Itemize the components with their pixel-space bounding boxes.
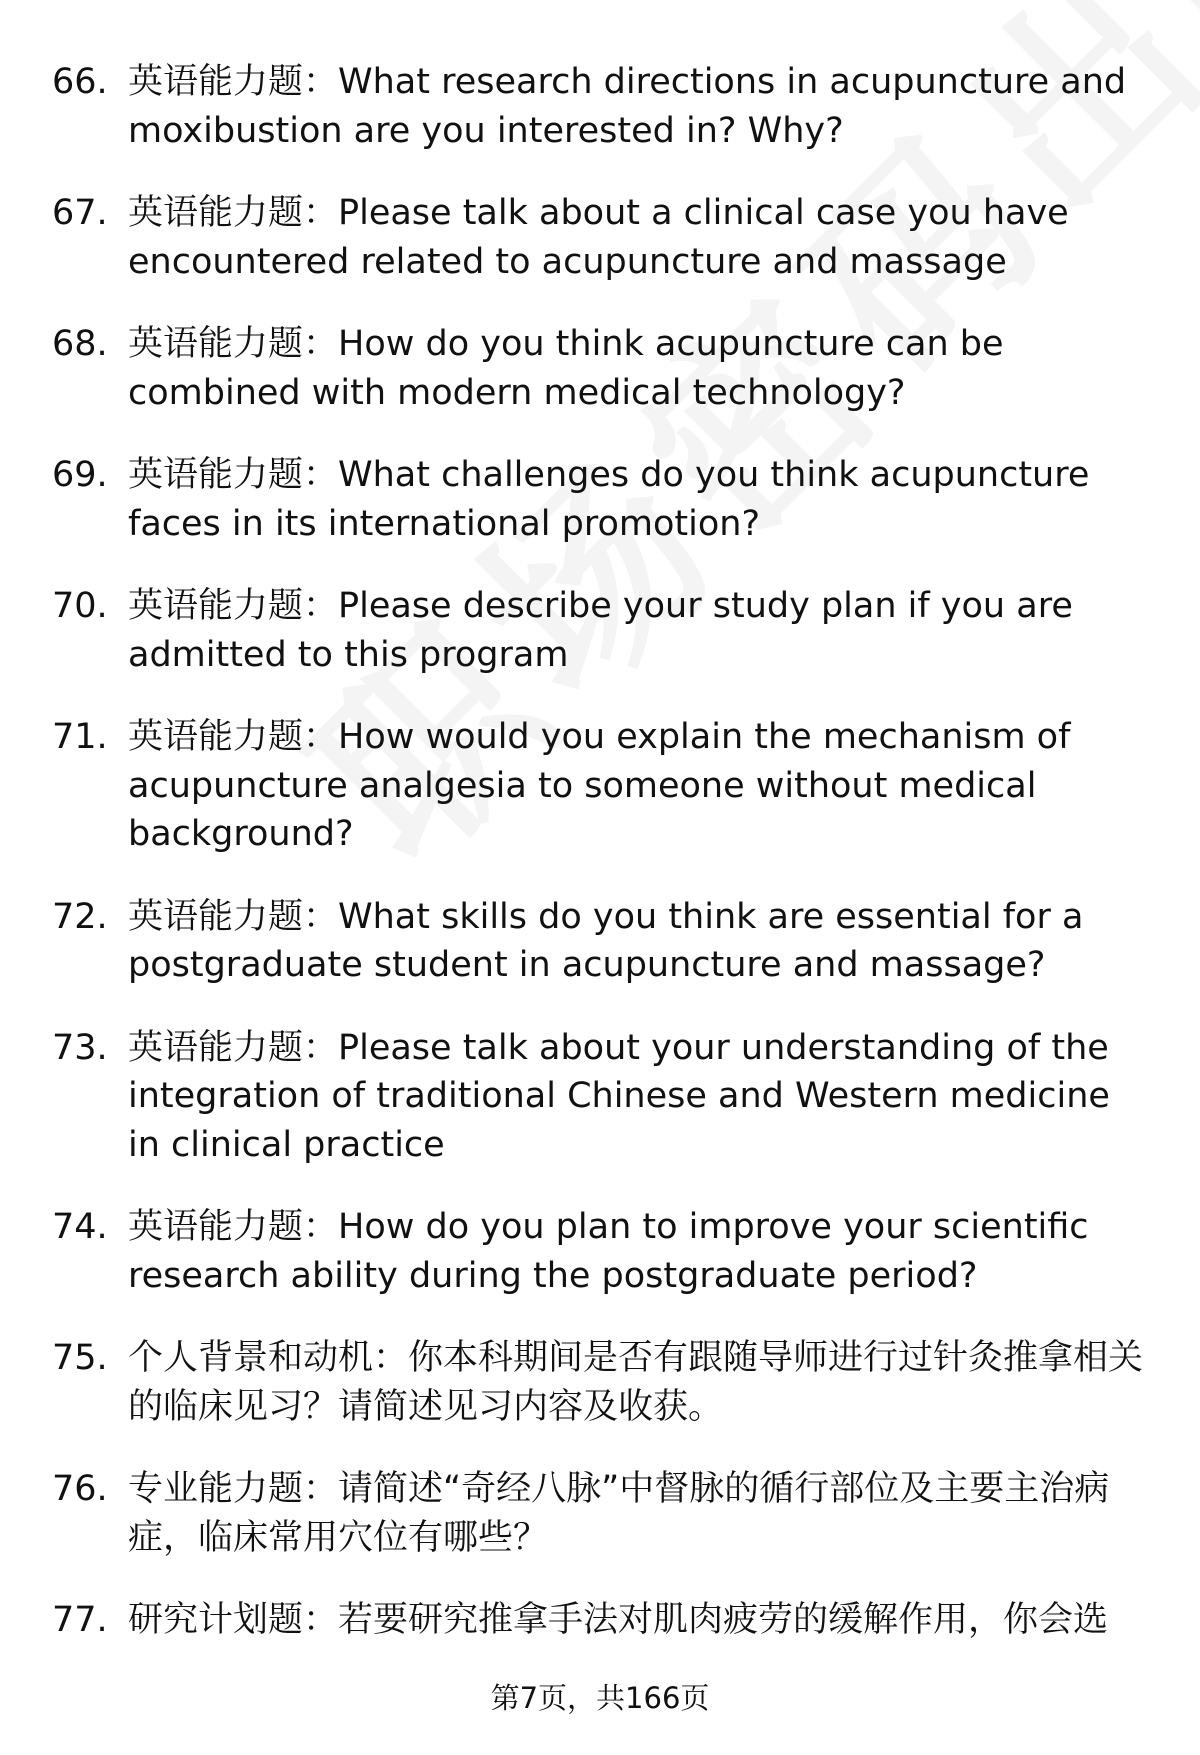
question-text: 个人背景和动机：你本科期间是否有跟随导师进行过针灸推拿相关的临床见习？请简述见习内容及收获。 [128, 1338, 1144, 1427]
question-text: 英语能力题：Please describe your study plan if you are admitted to this program [128, 586, 1073, 675]
question-text: 英语能力题：How do you think acupuncture can be combined with modern medical technology? [128, 324, 1004, 413]
question-text: 专业能力题：请简述“奇经八脉”中督脉的循行部位及主要主治病症，临床常用穴位有哪些？ [128, 1469, 1110, 1558]
question-number: 73. [52, 1027, 108, 1068]
question-text: 英语能力题：What skills do you think are essential for a postgraduate student in acupuncture and massage? [128, 896, 1084, 985]
question-text: 研究计划题：若要研究推拿手法对肌肉疲劳的缓解作用，你会选 [128, 1600, 1109, 1640]
list-item [52, 189, 1152, 286]
page-number: 第7页，共166页 [490, 1681, 710, 1715]
question-number: 70. [52, 586, 108, 626]
question-text: 英语能力题：How do you plan to improve your scientific research ability during the postgraduate period? [128, 1207, 1089, 1296]
question-number: 71. [52, 717, 108, 757]
question-text: 英语能力题：Please talk about your understanding of the integration of traditional Chinese and Western medicine in clinical practice [128, 1027, 1110, 1165]
question-number: 67. [52, 193, 108, 233]
question-text: 英语能力题：What challenges do you think acupuncture faces in its international promotion? [128, 455, 1090, 544]
question-text: 英语能力题：What research directions in acupuncture and moxibustion are you interested in? Why? [128, 62, 1127, 151]
question-text: 英语能力题：How would you explain the mechanism of acupuncture analgesia to someone without medical background? [128, 717, 1071, 854]
list-item [52, 1465, 1152, 1562]
list-item [52, 713, 1152, 859]
question-number: 76. [52, 1469, 108, 1509]
question-text: 英语能力题：Please talk about a clinical case you have encountered related to acupuncture and massage [128, 193, 1069, 282]
question-number: 74. [52, 1207, 108, 1247]
question-number: 66. [52, 62, 108, 102]
list-item [52, 1334, 1152, 1431]
list-item [52, 893, 1152, 990]
question-list [52, 58, 1152, 1679]
list-item [52, 451, 1152, 548]
question-number: 68. [52, 324, 108, 364]
question-number: 69. [52, 455, 108, 495]
list-item [52, 1596, 1152, 1645]
question-number: 77. [52, 1600, 108, 1640]
list-item [52, 1024, 1152, 1170]
question-number: 72. [52, 896, 108, 937]
question-number: 75. [52, 1338, 108, 1378]
list-item [52, 582, 1152, 679]
list-item [52, 58, 1152, 155]
list-item [52, 1203, 1152, 1300]
list-item [52, 320, 1152, 417]
